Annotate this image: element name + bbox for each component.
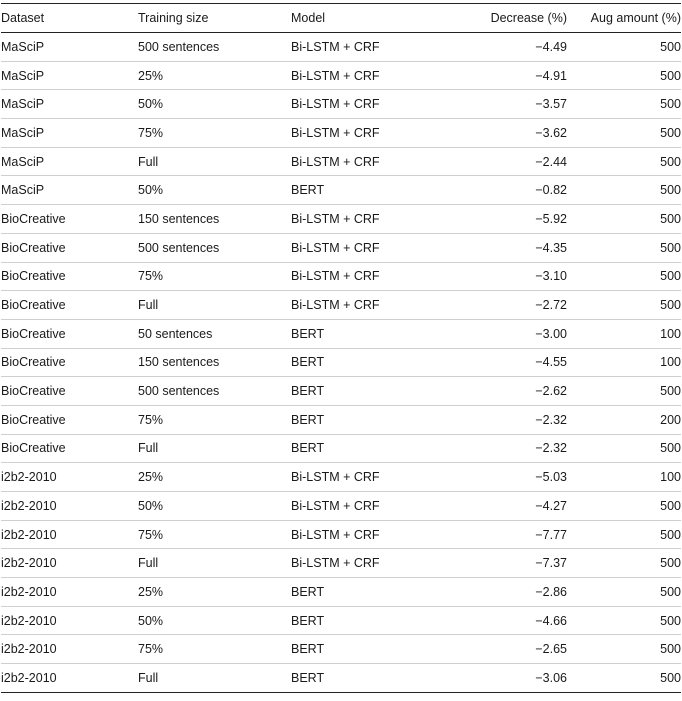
cell-dataset: MaSciP xyxy=(1,68,45,83)
cell-training-size: 50% xyxy=(138,498,164,513)
cell-aug-amount: 500 xyxy=(660,384,681,399)
cell-aug-amount: 500 xyxy=(660,154,681,169)
cell-decrease: −3.62 xyxy=(535,125,567,140)
cell-training-size: Full xyxy=(138,298,159,313)
cell-decrease: −3.06 xyxy=(535,670,567,685)
cell-model: Bi-LSTM + CRF xyxy=(291,298,380,313)
cell-dataset: BioCreative xyxy=(1,355,66,370)
cell-decrease: −5.92 xyxy=(535,211,567,226)
table-row xyxy=(1,635,681,664)
table-row xyxy=(1,205,681,234)
cell-training-size: 75% xyxy=(138,642,164,657)
cell-model: Bi-LSTM + CRF xyxy=(291,39,380,54)
table-row xyxy=(1,549,681,578)
cell-training-size: 500 sentences xyxy=(138,240,220,255)
cell-model: Bi-LSTM + CRF xyxy=(291,68,380,83)
cell-model: Bi-LSTM + CRF xyxy=(291,498,380,513)
cell-dataset: MaSciP xyxy=(1,154,45,169)
header-training-size: Training size xyxy=(138,11,209,25)
cell-decrease: −2.32 xyxy=(535,441,567,456)
table-body xyxy=(1,33,681,693)
cell-training-size: 75% xyxy=(138,527,164,542)
cell-decrease: −3.10 xyxy=(535,269,567,284)
table-row xyxy=(1,291,681,320)
cell-model: BERT xyxy=(291,670,325,685)
cell-dataset: BioCreative xyxy=(1,211,66,226)
cell-aug-amount: 500 xyxy=(660,97,681,112)
table-row xyxy=(1,521,681,550)
cell-decrease: −4.91 xyxy=(535,68,567,83)
cell-model: BERT xyxy=(291,584,325,599)
cell-aug-amount: 200 xyxy=(660,412,681,427)
cell-model: Bi-LSTM + CRF xyxy=(291,154,380,169)
table-row xyxy=(1,62,681,91)
table-row xyxy=(1,349,681,378)
cell-model: BERT xyxy=(291,355,325,370)
cell-training-size: 50% xyxy=(138,183,164,198)
cell-decrease: −2.72 xyxy=(535,298,567,313)
cell-aug-amount: 100 xyxy=(660,470,681,485)
cell-model: Bi-LSTM + CRF xyxy=(291,470,380,485)
cell-aug-amount: 500 xyxy=(660,441,681,456)
cell-training-size: 50 sentences xyxy=(138,326,213,341)
table-row xyxy=(1,119,681,148)
cell-model: Bi-LSTM + CRF xyxy=(291,527,380,542)
cell-aug-amount: 500 xyxy=(660,298,681,313)
cell-aug-amount: 100 xyxy=(660,326,681,341)
cell-decrease: −7.37 xyxy=(535,556,567,571)
cell-model: Bi-LSTM + CRF xyxy=(291,211,380,226)
table-row xyxy=(1,377,681,406)
cell-decrease: −4.66 xyxy=(535,613,567,628)
table-row xyxy=(1,607,681,636)
table-row xyxy=(1,320,681,349)
cell-dataset: BioCreative xyxy=(1,326,66,341)
cell-aug-amount: 500 xyxy=(660,584,681,599)
cell-training-size: 25% xyxy=(138,68,164,83)
cell-aug-amount: 100 xyxy=(660,355,681,370)
cell-dataset: MaSciP xyxy=(1,39,45,54)
cell-dataset: BioCreative xyxy=(1,269,66,284)
cell-model: BERT xyxy=(291,412,325,427)
cell-dataset: BioCreative xyxy=(1,384,66,399)
cell-dataset: i2b2-2010 xyxy=(1,527,57,542)
cell-dataset: MaSciP xyxy=(1,125,45,140)
table-row xyxy=(1,148,681,177)
cell-training-size: 500 sentences xyxy=(138,39,220,54)
cell-training-size: 150 sentences xyxy=(138,355,220,370)
cell-training-size: 25% xyxy=(138,584,164,599)
cell-aug-amount: 500 xyxy=(660,613,681,628)
cell-dataset: BioCreative xyxy=(1,298,66,313)
cell-dataset: i2b2-2010 xyxy=(1,613,57,628)
cell-training-size: Full xyxy=(138,441,159,456)
cell-training-size: 25% xyxy=(138,470,164,485)
cell-training-size: 150 sentences xyxy=(138,211,220,226)
table-row xyxy=(1,176,681,205)
cell-dataset: BioCreative xyxy=(1,240,66,255)
cell-training-size: 50% xyxy=(138,97,164,112)
cell-model: Bi-LSTM + CRF xyxy=(291,125,380,140)
cell-training-size: 50% xyxy=(138,613,164,628)
cell-decrease: −3.00 xyxy=(535,326,567,341)
cell-aug-amount: 500 xyxy=(660,642,681,657)
cell-decrease: −2.32 xyxy=(535,412,567,427)
cell-model: Bi-LSTM + CRF xyxy=(291,556,380,571)
cell-training-size: Full xyxy=(138,556,159,571)
cell-model: BERT xyxy=(291,642,325,657)
cell-model: BERT xyxy=(291,183,325,198)
cell-model: BERT xyxy=(291,326,325,341)
cell-decrease: −5.03 xyxy=(535,470,567,485)
cell-model: BERT xyxy=(291,441,325,456)
cell-dataset: BioCreative xyxy=(1,412,66,427)
cell-aug-amount: 500 xyxy=(660,269,681,284)
cell-aug-amount: 500 xyxy=(660,125,681,140)
cell-decrease: −2.62 xyxy=(535,384,567,399)
cell-dataset: i2b2-2010 xyxy=(1,642,57,657)
cell-training-size: Full xyxy=(138,670,159,685)
cell-dataset: i2b2-2010 xyxy=(1,670,57,685)
cell-dataset: i2b2-2010 xyxy=(1,498,57,513)
cell-model: Bi-LSTM + CRF xyxy=(291,97,380,112)
cell-training-size: 75% xyxy=(138,269,164,284)
cell-dataset: MaSciP xyxy=(1,183,45,198)
table-row xyxy=(1,90,681,119)
header-model: Model xyxy=(291,11,326,25)
cell-aug-amount: 500 xyxy=(660,183,681,198)
table-row xyxy=(1,463,681,492)
cell-model: BERT xyxy=(291,613,325,628)
cell-training-size: 75% xyxy=(138,125,164,140)
table-row xyxy=(1,234,681,263)
table-row xyxy=(1,406,681,435)
cell-decrease: −4.49 xyxy=(535,39,567,54)
cell-decrease: −7.77 xyxy=(535,527,567,542)
cell-aug-amount: 500 xyxy=(660,211,681,226)
results-table xyxy=(1,3,681,693)
cell-model: Bi-LSTM + CRF xyxy=(291,269,380,284)
cell-decrease: −3.57 xyxy=(535,97,567,112)
cell-aug-amount: 500 xyxy=(660,39,681,54)
cell-decrease: −4.55 xyxy=(535,355,567,370)
cell-aug-amount: 500 xyxy=(660,498,681,513)
table-row xyxy=(1,435,681,464)
table-row xyxy=(1,664,681,693)
cell-decrease: −2.86 xyxy=(535,584,567,599)
cell-decrease: −0.82 xyxy=(535,183,567,198)
cell-training-size: 75% xyxy=(138,412,164,427)
cell-decrease: −4.27 xyxy=(535,498,567,513)
cell-training-size: 500 sentences xyxy=(138,384,220,399)
cell-dataset: MaSciP xyxy=(1,97,45,112)
cell-aug-amount: 500 xyxy=(660,670,681,685)
cell-dataset: i2b2-2010 xyxy=(1,470,57,485)
cell-aug-amount: 500 xyxy=(660,527,681,542)
cell-decrease: −4.35 xyxy=(535,240,567,255)
cell-decrease: −2.44 xyxy=(535,154,567,169)
table-header-row xyxy=(1,4,681,33)
cell-aug-amount: 500 xyxy=(660,556,681,571)
cell-model: BERT xyxy=(291,384,325,399)
cell-decrease: −2.65 xyxy=(535,642,567,657)
cell-training-size: Full xyxy=(138,154,159,169)
table-row xyxy=(1,263,681,292)
cell-dataset: BioCreative xyxy=(1,441,66,456)
table-row xyxy=(1,492,681,521)
cell-aug-amount: 500 xyxy=(660,240,681,255)
table-row xyxy=(1,33,681,62)
cell-dataset: i2b2-2010 xyxy=(1,584,57,599)
cell-aug-amount: 500 xyxy=(660,68,681,83)
header-decrease: Decrease (%) xyxy=(490,11,567,25)
cell-model: Bi-LSTM + CRF xyxy=(291,240,380,255)
header-dataset: Dataset xyxy=(1,11,45,25)
header-aug-amount: Aug amount (%) xyxy=(590,11,681,25)
table-row xyxy=(1,578,681,607)
cell-dataset: i2b2-2010 xyxy=(1,556,57,571)
